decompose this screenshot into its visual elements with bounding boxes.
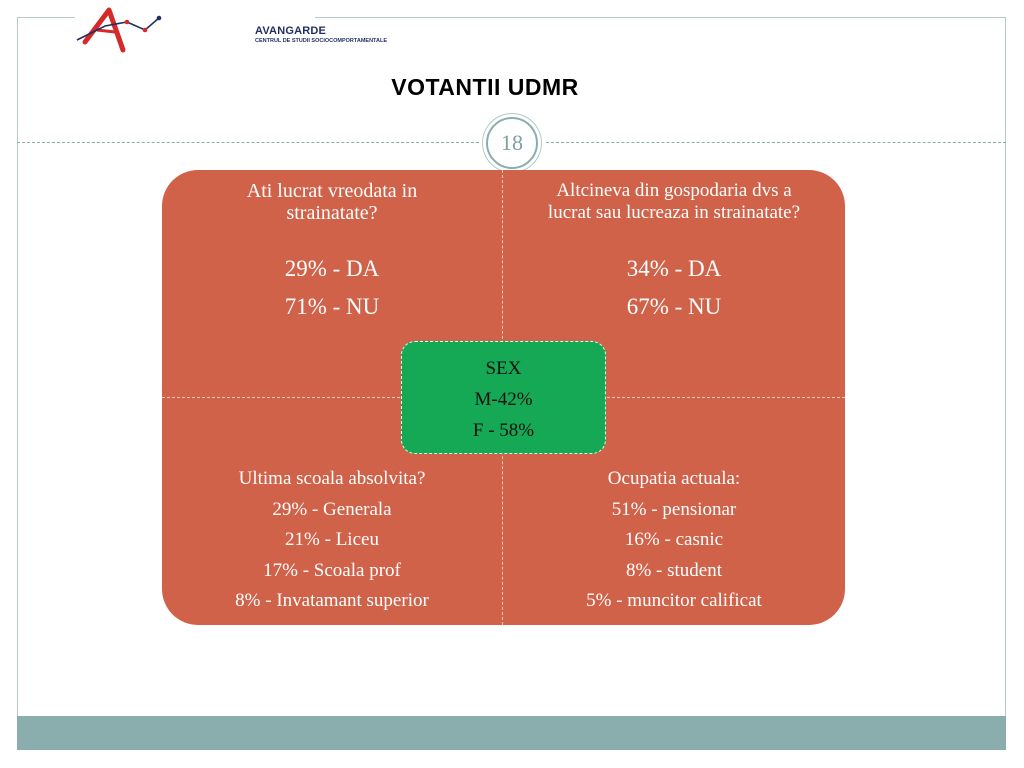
education-item: 21% - Liceu [285, 529, 379, 550]
footer-bar [17, 716, 1006, 750]
answer-yes: 34% - DA [626, 256, 722, 281]
occupation-item: 5% - muncitor calificat [586, 590, 762, 611]
sex-breakdown-box [401, 341, 606, 454]
quadrant-household-abroad [503, 180, 845, 326]
page-number-badge: 18 [486, 117, 538, 169]
slide-title: VOTANTII UDMR [391, 74, 579, 100]
sex-label: SEX [485, 358, 522, 379]
question-line: strainatate? [286, 202, 378, 224]
answer-list [503, 250, 845, 326]
divider-left [17, 142, 479, 143]
education-question: Ultima scoala absolvita? [238, 468, 426, 489]
question-line: lucrat sau lucreaza in strainatate? [547, 202, 801, 223]
occupation-item: 8% - student [625, 559, 723, 581]
sex-male: M-42% [474, 389, 533, 410]
sex-female: F - 58% [472, 420, 535, 441]
answer-no: 67% - NU [626, 294, 722, 319]
education-item: 8% - Invatamant superior [235, 590, 429, 611]
quadrant-worked-abroad [162, 180, 502, 326]
question-line: Ati lucrat vreodata in [246, 180, 418, 202]
logo-subtitle: CENTRUL DE STUDII SOCIOCOMPORTAMENTALE [255, 38, 387, 44]
answer-yes: 29% - DA [284, 256, 380, 281]
occupation-item: 51% - pensionar [611, 498, 737, 520]
answer-list [162, 250, 502, 326]
quadrant-education [162, 464, 502, 617]
avangarde-logo [75, 0, 387, 60]
occupation-item: 16% - casnic [624, 529, 724, 550]
question-line: Altcineva din gospodaria dvs a [556, 180, 792, 201]
answer-no: 71% - NU [284, 294, 380, 319]
quadrant-occupation [503, 464, 845, 617]
logo-name: AVANGARDE [255, 25, 327, 37]
occupation-question: Ocupatia actuala: [607, 468, 741, 489]
divider-right [546, 142, 1006, 143]
logo-mark-icon [75, 0, 255, 60]
education-item: 17% - Scoala prof [263, 559, 401, 581]
education-item: 29% - Generala [272, 498, 392, 520]
